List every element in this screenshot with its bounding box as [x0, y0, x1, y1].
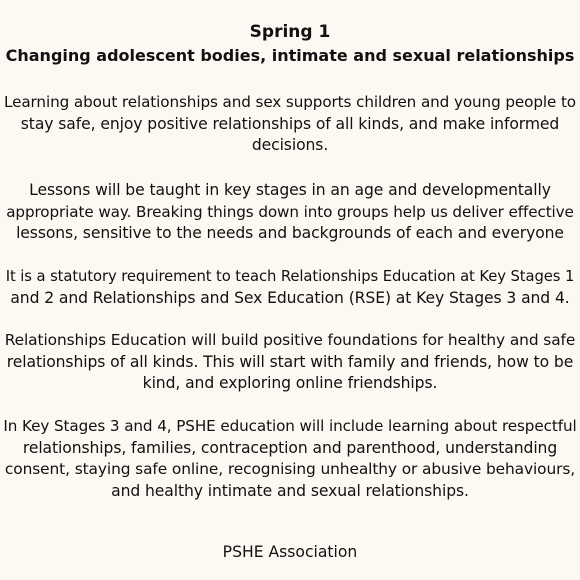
page-subtitle: Changing adolescent bodies, intimate and sexual relationships — [5, 46, 575, 65]
text-line: It is a statutory requirement to teach Relationships Education at Key Stages 1 — [5, 268, 575, 285]
header — [0, 20, 580, 68]
text-line: and 2 and Relationships and Sex Education (RSE) at Key Stages 3 and 4. — [10, 288, 570, 307]
text-line: In Key Stages 3 and 4, PSHE education will include learning about respectful — [3, 417, 577, 435]
text-line: appropriate way. Breaking things down into groups help us deliver effective — [6, 202, 574, 221]
text-line: Lessons will be taught in key stages in an age and developmentally — [29, 181, 551, 199]
text-line: and healthy intimate and sexual relationships. — [111, 481, 469, 500]
text-line: kind, and exploring online friendships. — [142, 374, 438, 392]
paragraph-relationships-education — [0, 330, 580, 395]
text-line: Relationships Education will build positive foundations for healthy and safe — [4, 331, 576, 349]
paragraph-rse-intro — [0, 92, 580, 157]
source-credit: PSHE Association — [222, 543, 358, 561]
text-line: lessons, sensitive to the needs and backgrounds of each and everyone — [16, 224, 564, 242]
text-line: relationships, families, contraception and parenthood, understanding — [22, 438, 558, 457]
text-line: Learning about relationships and sex supports children and young people to — [4, 93, 576, 111]
text-line: stay safe, enjoy positive relationships of all kinds, and make informed — [20, 114, 560, 133]
text-line: decisions. — [251, 136, 329, 154]
text-line: consent, staying safe online, recognising unhealthy or abusive behaviours, — [4, 460, 576, 478]
paragraph-statutory — [0, 266, 580, 309]
text-line: relationships of all kinds. This will start with family and friends, how to be — [6, 352, 574, 371]
paragraph-lessons — [0, 180, 580, 245]
paragraph-key-stages-3-4 — [0, 416, 580, 502]
page-title: Spring 1 — [249, 22, 331, 42]
